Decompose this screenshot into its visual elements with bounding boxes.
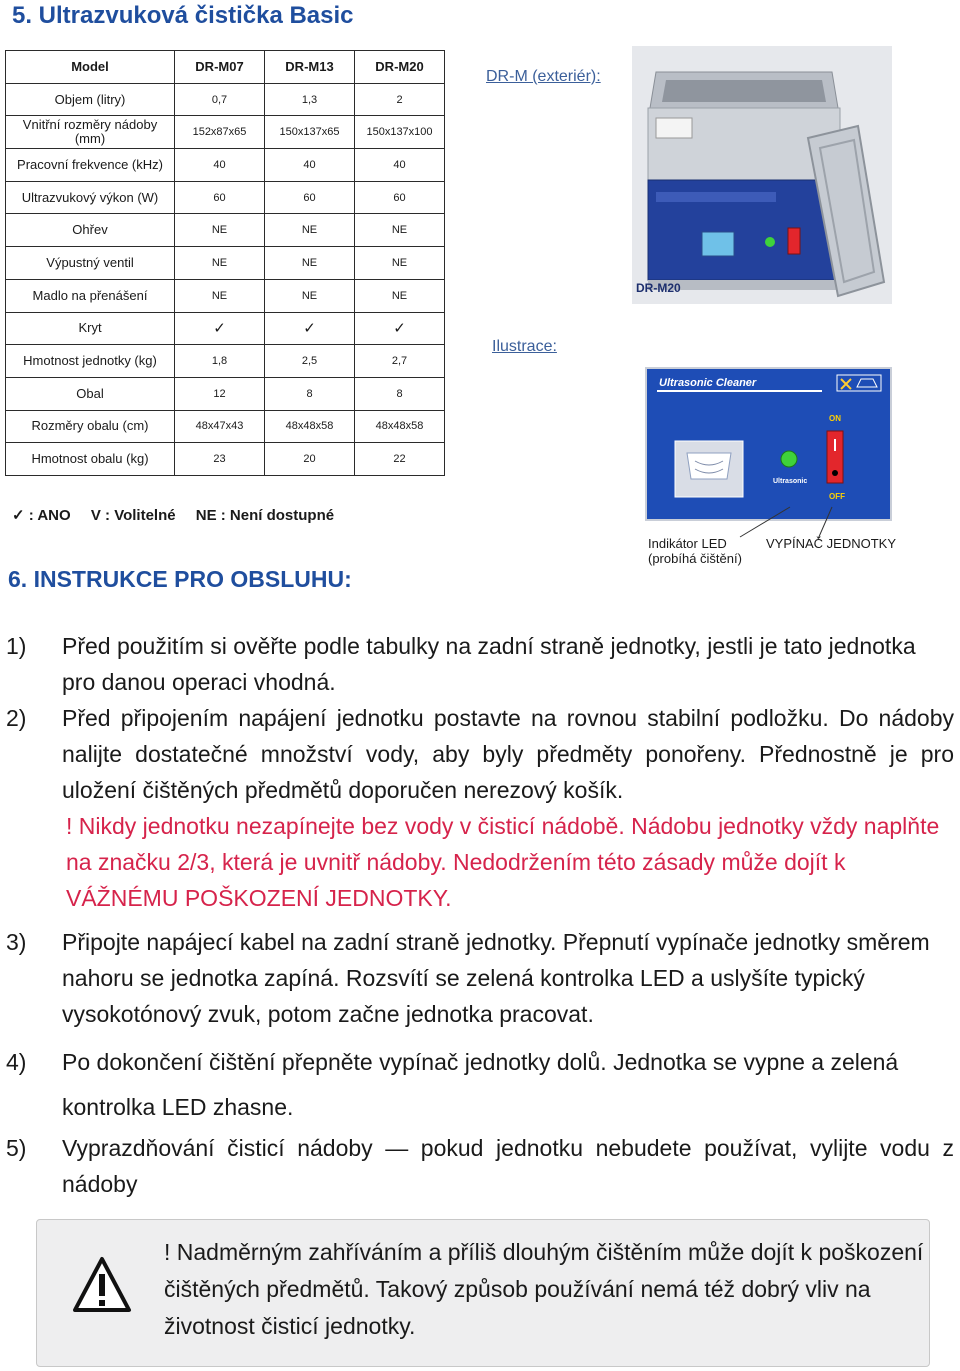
table-cell: 2 <box>355 83 445 116</box>
exterior-label: DR-M (exteriér): <box>486 68 601 85</box>
notice-text: ! Nadměrným zahříváním a příliš dlouhým čištěním může dojít k poškození čištěných předmětů. Takový způsob používání nemá též dobrý vliv na životnost čisticí jednotky. <box>164 1239 924 1339</box>
table-cell: 8 <box>265 377 355 410</box>
row-label: Madlo na přenášení <box>6 279 175 312</box>
ultrasonic-bath-icon <box>675 441 743 497</box>
row-label: Hmotnost jednotky (kg) <box>6 345 175 378</box>
step-text: Připojte napájecí kabel na zadní straně jednotky. Přepnutí vypínače jednotky směrem nahoru se jednotka zapíná. Rozsvítí se zelená kontrolka LED a uslyšíte typický vysokotónový zvuk, potom začne jednotka pracovat. <box>62 929 930 1027</box>
table-cell: 12 <box>175 377 265 410</box>
step-number: 5) <box>6 1135 27 1161</box>
header-cell: DR-M20 <box>355 51 445 84</box>
table-row <box>6 279 445 312</box>
table-cell: 60 <box>355 181 445 214</box>
led-label-line: (probíhá čištění) <box>648 551 742 566</box>
table-cell: 40 <box>175 149 265 182</box>
table-row <box>6 247 445 280</box>
list-item <box>6 924 954 1032</box>
table-cell: 48x48x58 <box>265 410 355 443</box>
table-row <box>6 345 445 378</box>
table-cell: NE <box>265 279 355 312</box>
step-text: Před použitím si ověřte podle tabulky na zadní straně jednotky, jestli je tato jednotka pro danou operaci vhodná. <box>62 633 916 695</box>
step-number: 4) <box>6 1049 27 1075</box>
table-cell: 40 <box>355 149 445 182</box>
table-cell: 60 <box>175 181 265 214</box>
table-cell: NE <box>265 247 355 280</box>
led-indicator <box>781 451 797 467</box>
panel-title: Ultrasonic Cleaner <box>659 377 757 389</box>
table-cell: 22 <box>355 443 445 476</box>
warning-triangle-icon <box>72 1256 132 1314</box>
check-icon: ✓ <box>265 312 355 345</box>
header-cell: Model <box>6 51 175 84</box>
header-cell: DR-M13 <box>265 51 355 84</box>
row-label: Obal <box>6 377 175 410</box>
row-label: Pracovní frekvence (kHz) <box>6 149 175 182</box>
table-cell: 20 <box>265 443 355 476</box>
legend-volitelne: V : Volitelné <box>90 507 176 524</box>
device-photo <box>632 46 892 304</box>
step-number: 3) <box>6 929 27 955</box>
legend-ano: ✓ : ANO <box>12 507 71 524</box>
on-label: ON <box>829 414 841 423</box>
row-label: Rozměry obalu (cm) <box>6 410 175 443</box>
section-5-title: 5. Ultrazvuková čistička Basic <box>12 2 354 29</box>
row-label: Výpustný ventil <box>6 247 175 280</box>
table-cell: NE <box>355 247 445 280</box>
table-cell: 2,5 <box>265 345 355 378</box>
table-cell: 1,3 <box>265 83 355 116</box>
step-text: Vyprazdňování čisticí nádoby — pokud jednotku nebudete používat, vylijte vodu z nádoby <box>62 1135 954 1197</box>
table-header-row <box>6 51 445 84</box>
step-text: Před připojením napájení jednotku postavte na rovnou stabilní podložku. Do nádoby nalijte dostatečné množství vody, aby byly předměty ponořeny. Přednostně je pro uložení čištěných předmětů doporučen nerezový košík. <box>62 705 954 803</box>
table-row <box>6 410 445 443</box>
led-caption: Ultrasonic <box>773 478 808 485</box>
table-row <box>6 181 445 214</box>
step-number: 1) <box>6 633 27 659</box>
table-row <box>6 214 445 247</box>
control-panel-illustration <box>645 367 892 521</box>
list-item <box>6 628 954 700</box>
model-label: DR-M20 <box>636 281 681 295</box>
spec-table <box>5 50 445 476</box>
table-cell: 48x47x43 <box>175 410 265 443</box>
check-icon: ✓ <box>355 312 445 345</box>
washing-icon <box>837 375 881 391</box>
table-cell: 1,8 <box>175 345 265 378</box>
table-cell: 40 <box>265 149 355 182</box>
row-label: Ultrazvukový výkon (W) <box>6 181 175 214</box>
table-cell: 23 <box>175 443 265 476</box>
row-label: Ohřev <box>6 214 175 247</box>
table-cell: 0,7 <box>175 83 265 116</box>
table-cell: 60 <box>265 181 355 214</box>
table-cell: 48x48x58 <box>355 410 445 443</box>
check-icon: ✓ <box>175 312 265 345</box>
list-item <box>6 1130 954 1202</box>
switch-label: VYPÍNAČ JEDNOTKY <box>766 536 897 551</box>
illustration-label: Ilustrace: <box>492 338 557 355</box>
table-cell: 150x137x65 <box>265 116 355 149</box>
row-label: Vnitřní rozměry nádoby (mm) <box>6 116 175 149</box>
table-cell: 2,7 <box>355 345 445 378</box>
row-label: Hmotnost obalu (kg) <box>6 443 175 476</box>
table-cell: 150x137x100 <box>355 116 445 149</box>
table-cell: NE <box>175 214 265 247</box>
table-row <box>6 312 445 345</box>
row-label: Kryt <box>6 312 175 345</box>
table-cell: NE <box>355 279 445 312</box>
table-cell: NE <box>175 279 265 312</box>
table-cell: 8 <box>355 377 445 410</box>
led-label-line: Indikátor LED <box>648 536 727 551</box>
off-label: OFF <box>829 492 845 501</box>
led-indicator-label <box>648 536 742 566</box>
table-cell: NE <box>355 214 445 247</box>
step-text: Po dokončení čištění přepněte vypínač jednotky dolů. Jednotka se vypne a zelená kontrolka LED zhasne. <box>62 1049 899 1120</box>
step-number: 2) <box>6 705 27 731</box>
instruction-list <box>6 628 954 1202</box>
legend-nedostupne: NE : Není dostupné <box>195 507 335 524</box>
table-row <box>6 149 445 182</box>
section-6-title: 6. INSTRUKCE PRO OBSLUHU: <box>8 566 352 592</box>
table-legend <box>12 506 350 524</box>
table-cell: 152x87x65 <box>175 116 265 149</box>
table-row <box>6 116 445 149</box>
list-item <box>6 1040 954 1130</box>
warning-text: ! Nikdy jednotku nezapínejte bez vody v čisticí nádobě. Nádobu jednotky vždy naplňte na značku 2/3, která je uvnitř nádoby. Nedodržením této zásady může dojít k VÁŽNÉMU POŠKOZENÍ JEDNOTKY. <box>66 813 940 911</box>
table-row <box>6 83 445 116</box>
row-label: Objem (litry) <box>6 83 175 116</box>
list-item <box>6 700 954 916</box>
table-row <box>6 443 445 476</box>
table-row <box>6 377 445 410</box>
header-cell: DR-M07 <box>175 51 265 84</box>
table-cell: NE <box>175 247 265 280</box>
ultrasonic-cleaner-image <box>632 46 892 304</box>
table-cell: NE <box>265 214 355 247</box>
